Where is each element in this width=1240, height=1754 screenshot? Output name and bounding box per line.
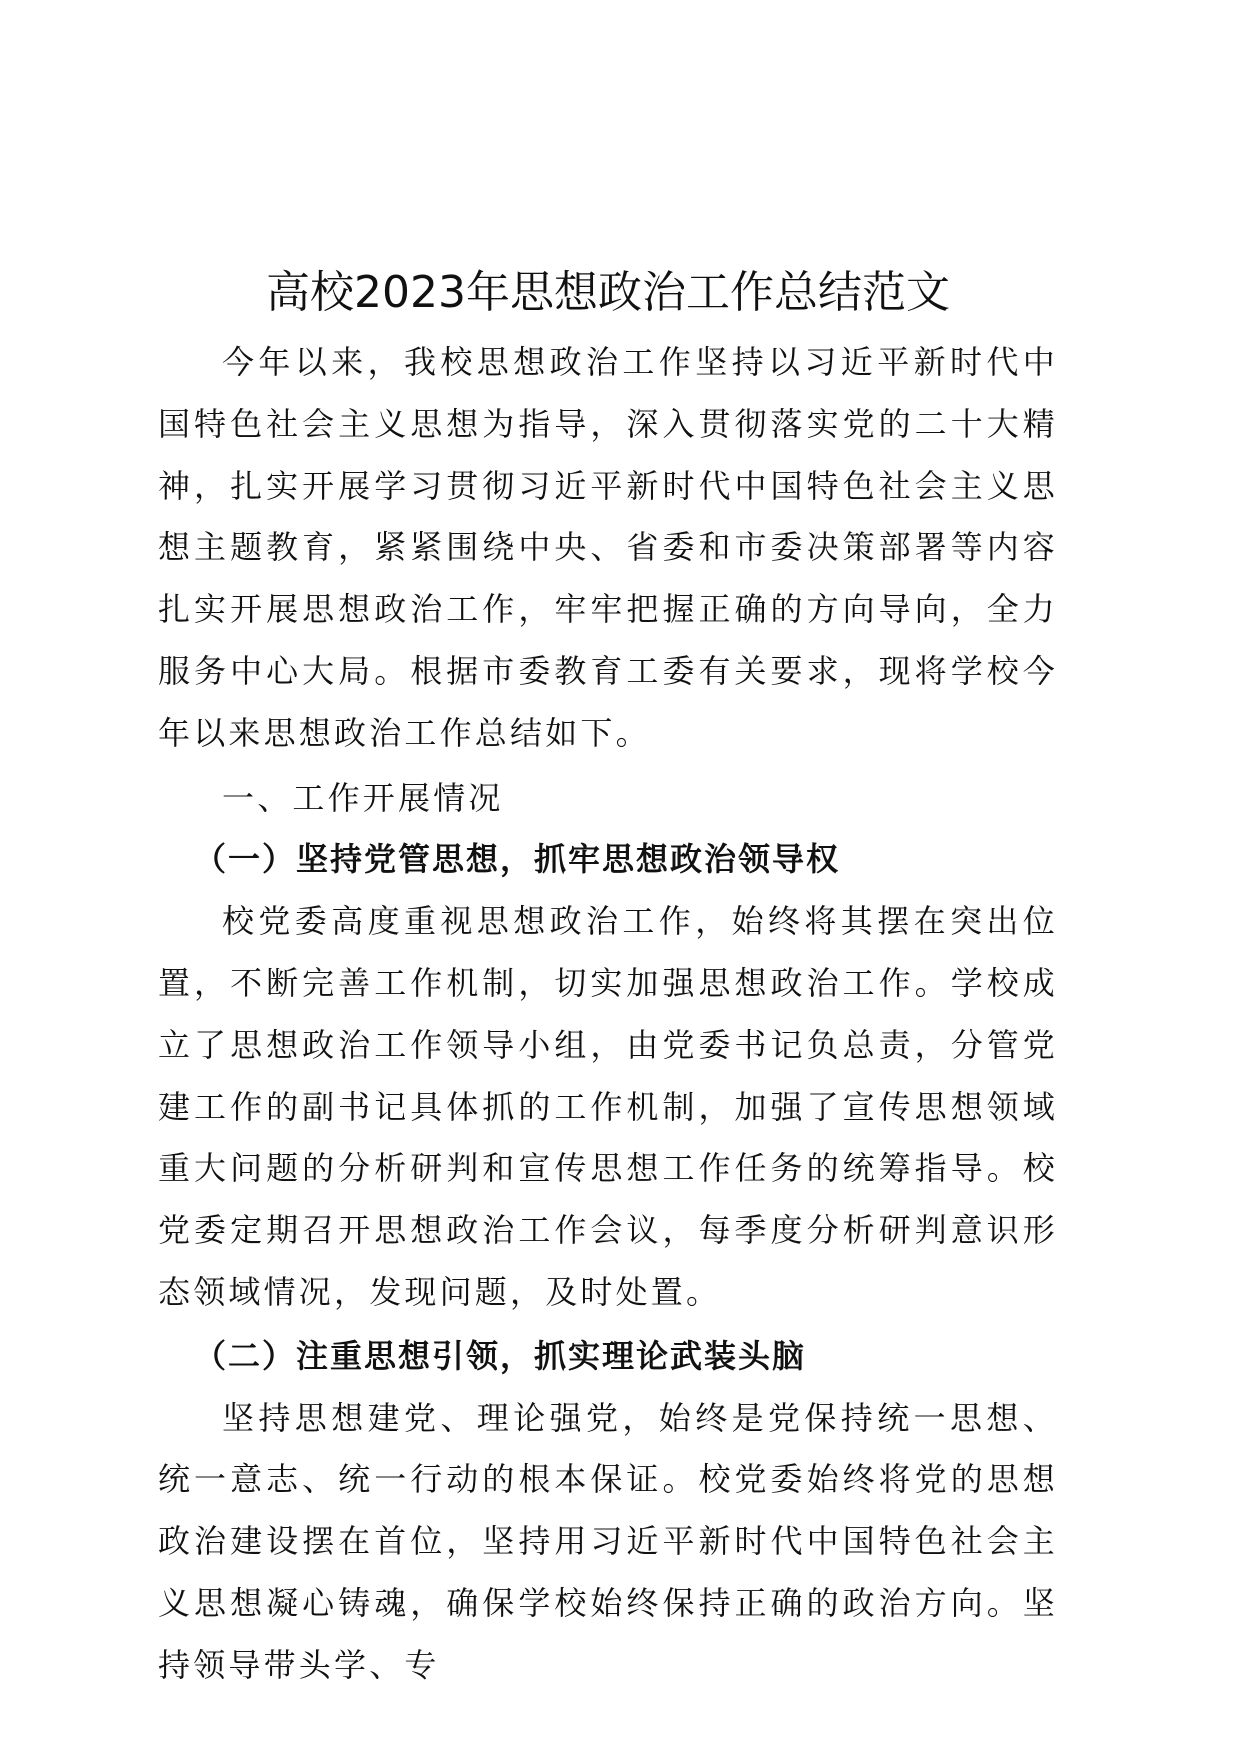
intro-paragraph: 今年以来，我校思想政治工作坚持以习近平新时代中国特色社会主义思想为指导，深入贯彻落实党的二十大精神，扎实开展学习贯彻习近平新时代中国特色社会主义思想主题教育，紧紧围绕中央、省委和市委决策部署等内容扎实开展思想政治工作，牢牢把握正确的方向导向，全力服务中心大局。根据市委教育工委有关要求，现将学校今年以来思想政治工作总结如下。 bbox=[158, 343, 1058, 752]
section-heading-work-progress: 一、工作开展情况 bbox=[222, 778, 504, 817]
subsection-1-paragraph: 校党委高度重视思想政治工作，始终将其摆在突出位置，不断完善工作机制，切实加强思想政治工作。学校成立了思想政治工作领导小组，由党委书记负总责，分管党建工作的副书记具体抓的工作机制，加强了宣传思想领域重大问题的分析研判和宣传思想工作任务的统筹指导。校党委定期召开思想政治工作会议，每季度分析研判意识形态领域情况，发现问题，及时处置。 bbox=[158, 902, 1058, 1311]
subsection-2-paragraph: 坚持思想建党、理论强党，始终是党保持统一思想、统一意志、统一行动的根本保证。校党委始终将党的思想政治建设摆在首位，坚持用习近平新时代中国特色社会主义思想凝心铸魂，确保学校始终保持正确的政治方向。坚持领导带头学、专 bbox=[158, 1398, 1058, 1684]
subsection-heading-1: （一）坚持党管思想，抓牢思想政治领导权 bbox=[194, 840, 841, 879]
subsection-heading-2: （二）注重思想引领，抓实理论武装头脑 bbox=[194, 1336, 807, 1375]
document-title: 高校2023年思想政治工作总结范文 bbox=[266, 267, 950, 319]
document-body bbox=[158, 258, 1058, 1697]
